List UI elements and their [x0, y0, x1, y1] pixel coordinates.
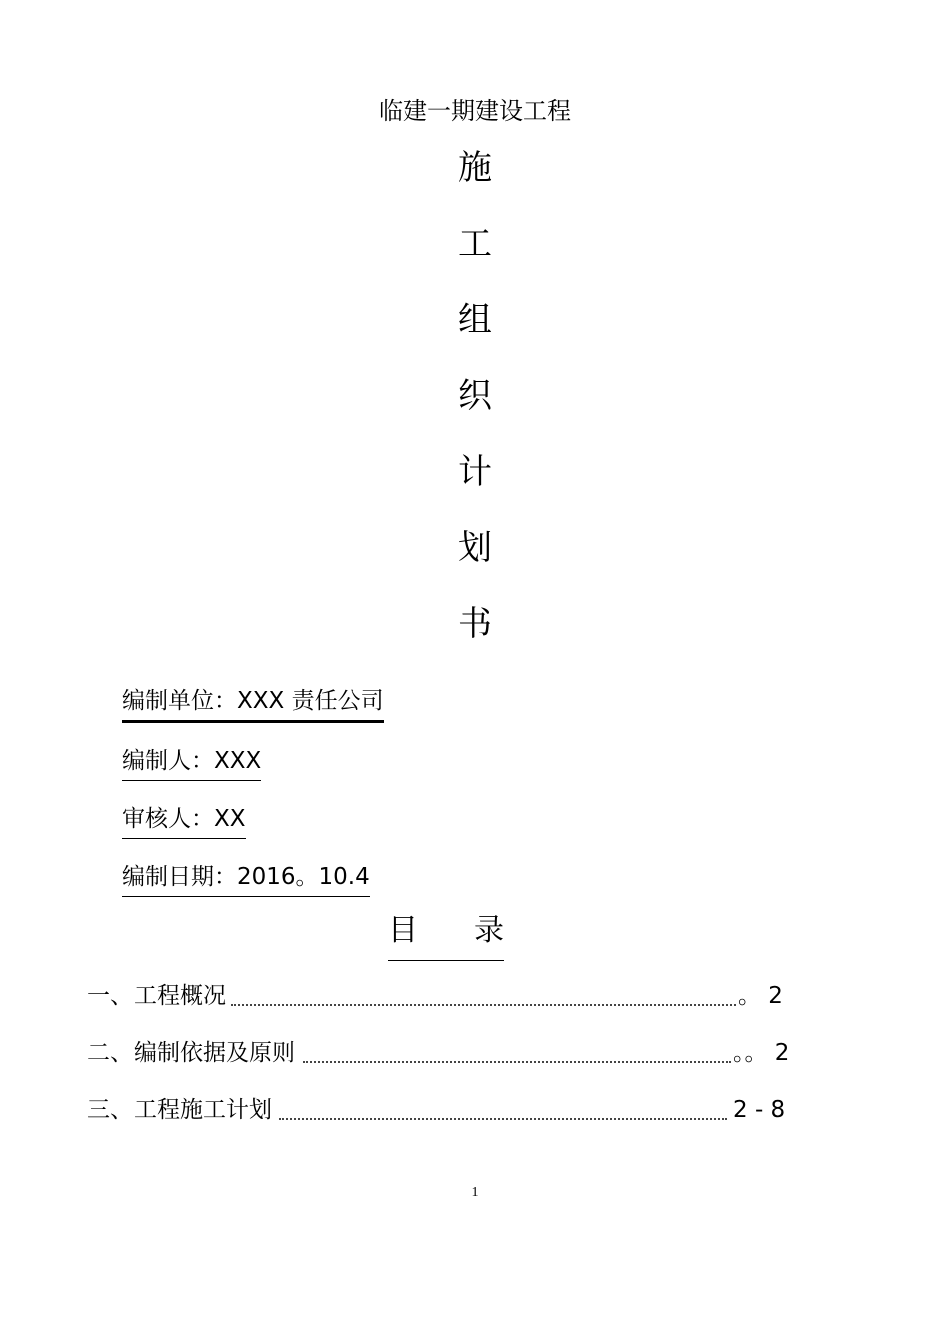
document-info: [122, 684, 384, 918]
toc-item-number: 一、: [87, 983, 133, 1009]
title-char: 工: [458, 224, 492, 264]
title-char: 划: [458, 528, 492, 568]
page-number: 1: [471, 1185, 479, 1200]
toc-item-page: 。。 2: [733, 1040, 790, 1066]
toc-item[interactable]: [87, 1037, 827, 1094]
toc-heading: [388, 910, 504, 961]
table-of-contents: [87, 980, 827, 1151]
toc-item-label: 工程施工计划: [134, 1097, 272, 1123]
toc-item-label: 工程概况: [134, 983, 226, 1009]
document-title: [425, 145, 525, 677]
toc-item-number: 二、: [87, 1040, 133, 1066]
toc-heading-right: 录: [474, 913, 504, 948]
toc-item[interactable]: [87, 1094, 827, 1151]
title-char: 计: [458, 452, 492, 492]
toc-item-number: 三、: [87, 1097, 133, 1123]
title-char: 织: [458, 376, 492, 416]
compile-date: 编制日期：2016。10.4: [122, 860, 370, 897]
toc-item-leader: [303, 1037, 731, 1063]
toc-item-label: 编制依据及原则: [134, 1040, 295, 1066]
toc-item-page: 。 2: [738, 983, 783, 1009]
toc-item[interactable]: [87, 980, 827, 1037]
title-char: 书: [458, 604, 492, 644]
compiling-unit: 编制单位：XXX 责任公司: [122, 684, 384, 723]
toc-item-leader: [231, 980, 736, 1006]
reviewer: 审核人：XX: [122, 802, 246, 839]
toc-item-page: 2 - 8: [733, 1097, 786, 1123]
compiler: 编制人：XXX: [122, 744, 261, 781]
toc-item-leader: [279, 1094, 727, 1120]
toc-heading-left: 目: [388, 913, 418, 948]
title-char: 施: [458, 148, 492, 188]
title-char: 组: [458, 300, 492, 340]
project-title: 临建一期建设工程: [379, 97, 571, 125]
